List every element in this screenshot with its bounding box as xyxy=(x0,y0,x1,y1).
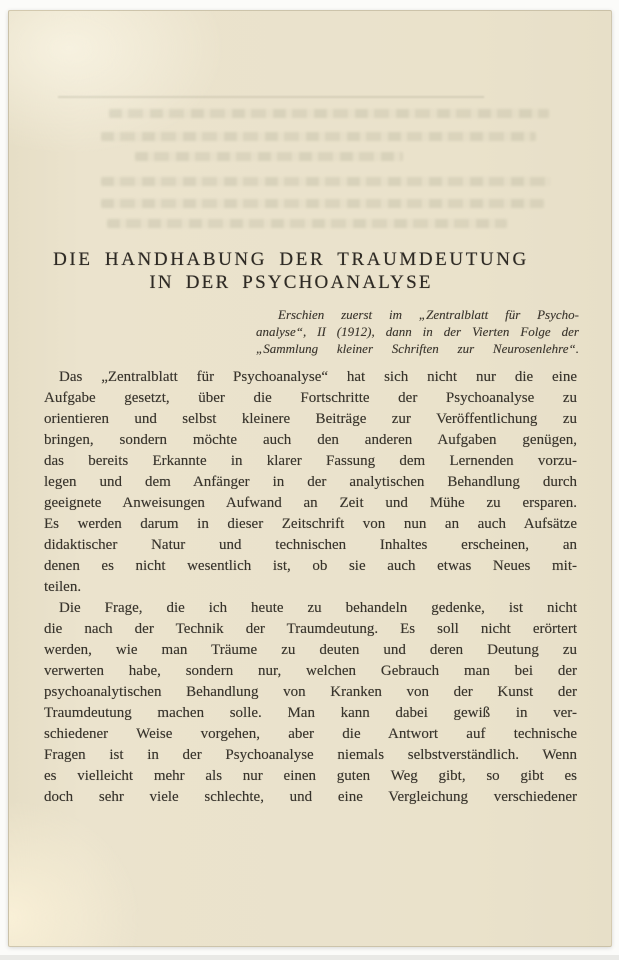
text-line: legen und dem Anfänger in der analytischen Behandlung durch xyxy=(44,474,577,490)
text-line: das bereits Erkannte in klarer Fassung dem Lernenden vorzu- xyxy=(44,453,577,469)
paragraph-2 xyxy=(44,598,577,808)
text-line: denen es nicht wesentlich ist, ob sie auch etwas Neues mit- xyxy=(44,558,577,574)
bleed-through-text xyxy=(101,177,551,186)
text-line: Das „Zentralblatt für Psychoanalyse“ hat sich nicht nur die eine xyxy=(59,369,577,385)
text-line: die nach der Technik der Traumdeutung. Es soll nicht erörtert xyxy=(44,621,577,637)
text-line: Die Frage, die ich heute zu behandeln gedenke, ist nicht xyxy=(59,600,577,616)
bleed-through-text xyxy=(101,199,544,208)
text-line: Es werden darum in dieser Zeitschrift von nun an auch Aufsätze xyxy=(44,516,577,532)
paragraph-1 xyxy=(44,367,577,598)
publication-note-line: analyse“, II (1912), dann in der Vierten Folge der xyxy=(256,324,579,339)
chapter-title-line-1: DIE HANDHABUNG DER TRAUMDEUTUNG xyxy=(53,249,529,270)
text-line: geeignete Anweisungen Aufwand an Zeit und Mühe zu ersparen. xyxy=(44,495,577,511)
text-line: bringen, sondern möchte auch den anderen Aufgaben genügen, xyxy=(44,432,577,448)
bleed-through-text xyxy=(101,132,536,141)
bleed-through-text xyxy=(107,219,507,228)
scanned-page xyxy=(8,10,612,947)
text-line: Fragen ist in der Psychoanalyse niemals selbstverständlich. Wenn xyxy=(44,747,577,763)
chapter-title-line-2: IN DER PSYCHOANALYSE xyxy=(149,272,433,293)
bleed-through-text xyxy=(109,109,549,118)
body-text xyxy=(44,367,577,808)
publication-note-line: Erschien zuerst im „Zentralblatt für Psycho- xyxy=(278,307,579,322)
publication-note-line: „Sammlung kleiner Schriften zur Neurosenlehre“. xyxy=(256,341,579,356)
text-line: schiedener Weise vorgehen, aber die Antwort auf technische xyxy=(44,726,577,742)
text-line: werden, wie man Träume zu deuten und deren Deutung zu xyxy=(44,642,577,658)
bleed-through-rule xyxy=(58,96,484,98)
text-line: orientieren und selbst kleinere Beiträge zur Veröffentlichung zu xyxy=(44,411,577,427)
text-line: Aufgabe gesetzt, über die Fortschritte der Psychoanalyse zu xyxy=(44,390,577,406)
bleed-through-text xyxy=(135,152,403,161)
text-line: Traumdeutung machen solle. Man kann dabei gewiß in ver- xyxy=(44,705,577,721)
text-line: verwerten habe, sondern nur, welchen Gebrauch man bei der xyxy=(44,663,577,679)
chapter-title xyxy=(36,248,546,294)
text-line: didaktischer Natur und technischen Inhaltes erscheinen, an xyxy=(44,537,577,553)
text-line: teilen. xyxy=(44,579,82,595)
text-line: doch sehr viele schlechte, und eine Vergleichung verschiedener xyxy=(44,789,577,805)
text-line: es vielleicht mehr als nur einen guten Weg gibt, so gibt es xyxy=(44,768,577,784)
text-line: psychoanalytischen Behandlung von Kranken von der Kunst der xyxy=(44,684,577,700)
scan-edge xyxy=(0,955,619,960)
publication-note xyxy=(256,306,579,357)
